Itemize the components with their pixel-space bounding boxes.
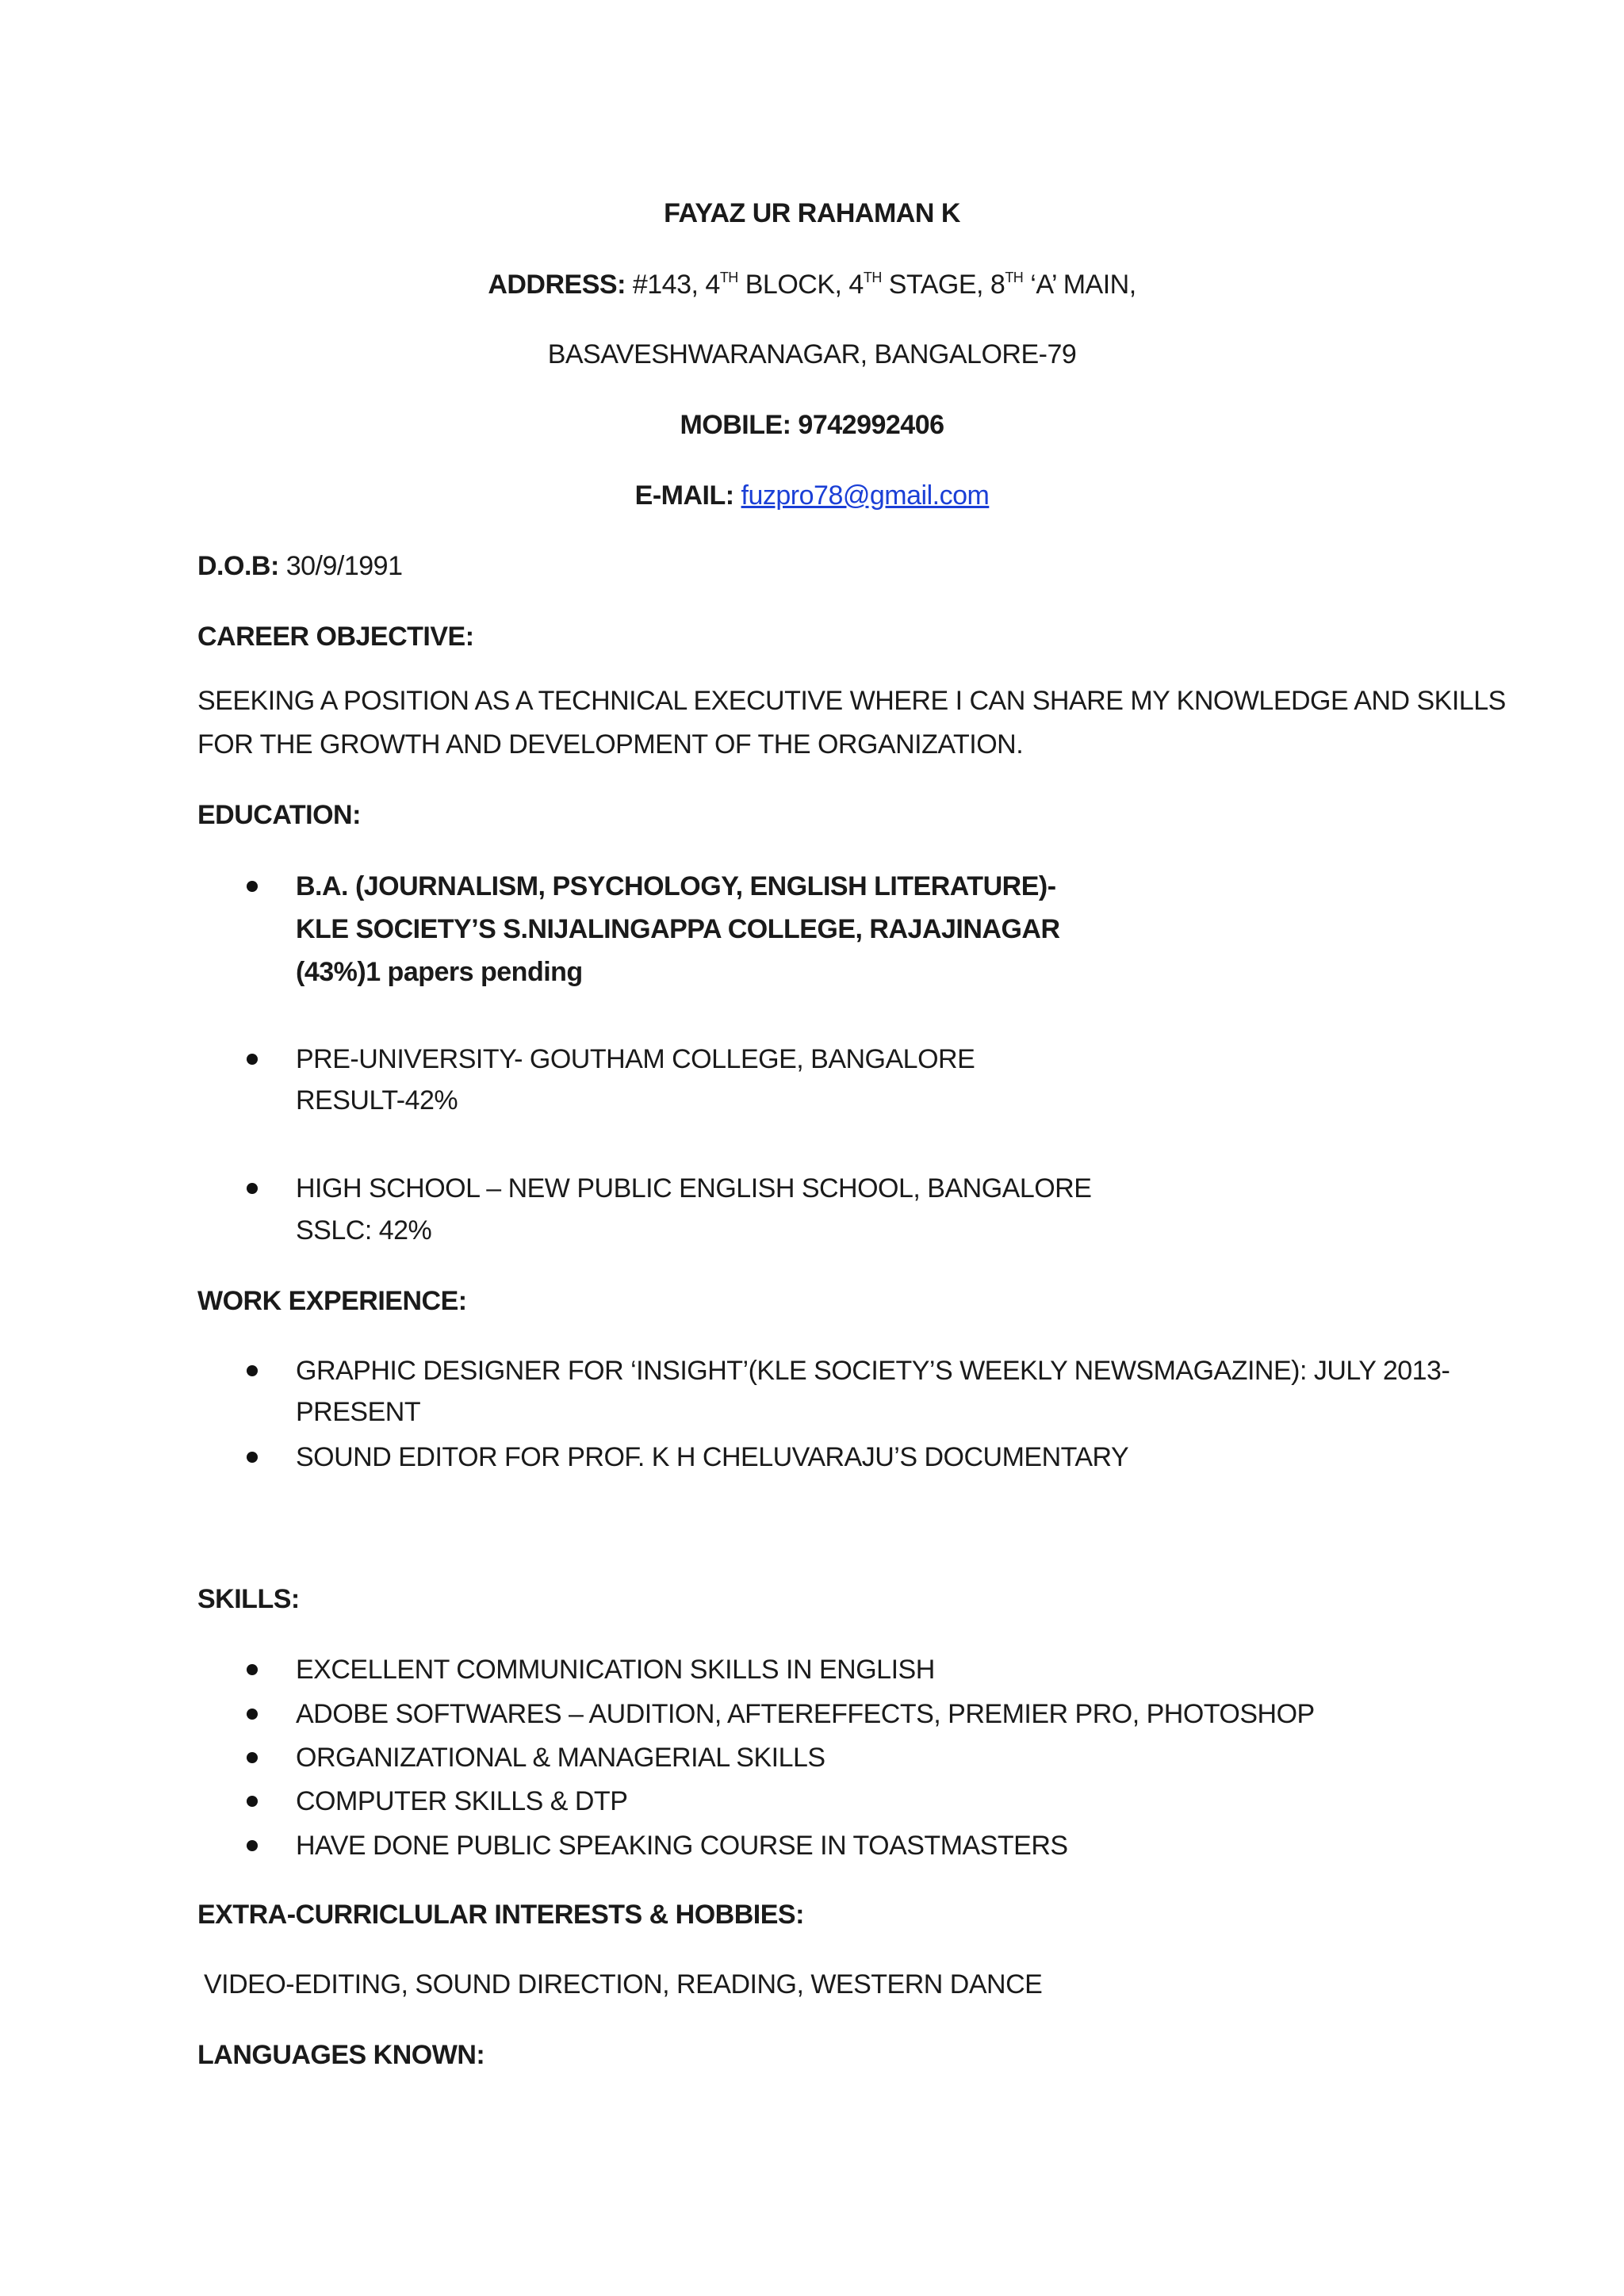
career-objective-line: SEEKING A POSITION AS A TECHNICAL EXECUTIVE WHERE I CAN SHARE MY KNOWLEDGE AND SKILLS [197, 686, 1506, 716]
ordinal-suffix: TH [719, 270, 738, 285]
mobile-line: MOBILE: 9742992406 [680, 410, 944, 440]
hobbies-heading: EXTRA-CURRICLULAR INTERESTS & HOBBIES: [197, 1900, 804, 1930]
bullet-icon [247, 1452, 258, 1463]
address-line-2: BASAVESHWARANAGAR, BANGALORE-79 [547, 339, 1077, 369]
bullet-icon [247, 1840, 258, 1851]
skill-item: HAVE DONE PUBLIC SPEAKING COURSE IN TOASTMASTERS [296, 1831, 1068, 1861]
dob-value: 30/9/1991 [285, 551, 403, 581]
hobbies-text: VIDEO-EDITING, SOUND DIRECTION, READING, WESTERN DANCE [204, 1969, 1043, 1999]
dob-label: D.O.B: [197, 551, 279, 581]
address-part: BLOCK, 4 [737, 270, 864, 300]
bullet-icon [247, 881, 258, 892]
address-label: ADDRESS: [488, 270, 626, 300]
education-item-line: PRE-UNIVERSITY- GOUTHAM COLLEGE, BANGALORE [296, 1044, 975, 1074]
skills-heading: SKILLS: [197, 1584, 300, 1614]
address-part: STAGE, 8 [881, 270, 1005, 300]
education-item-line: SSLC: 42% [296, 1215, 432, 1246]
career-objective-heading: CAREER OBJECTIVE: [197, 622, 474, 652]
skill-item: EXCELLENT COMMUNICATION SKILLS IN ENGLISH [296, 1655, 935, 1685]
bullet-icon [247, 1664, 258, 1675]
address-part: ‘A’ MAIN, [1023, 270, 1136, 300]
address-part: #143, 4 [632, 270, 720, 300]
education-item-line: (43%)1 papers pending [296, 957, 583, 987]
skill-item: COMPUTER SKILLS & DTP [296, 1786, 628, 1816]
dob-line [197, 549, 403, 584]
work-item-line: GRAPHIC DESIGNER FOR ‘INSIGHT’(KLE SOCIETY’S WEEKLY NEWSMAGAZINE): JULY 2013- [296, 1356, 1450, 1386]
address-line-1 [0, 267, 1624, 302]
bullet-icon [247, 1709, 258, 1720]
education-heading: EDUCATION: [197, 800, 361, 830]
work-experience-heading: WORK EXPERIENCE: [197, 1286, 467, 1316]
candidate-name: FAYAZ UR RAHAMAN K [664, 198, 960, 228]
education-item-line: HIGH SCHOOL – NEW PUBLIC ENGLISH SCHOOL, BANGALORE [296, 1173, 1092, 1203]
education-item-line: RESULT-42% [296, 1085, 458, 1115]
work-item-line: PRESENT [296, 1397, 421, 1427]
work-item-line: SOUND EDITOR FOR PROF. K H CHELUVARAJU’S DOCUMENTARY [296, 1442, 1129, 1472]
skill-item: ORGANIZATIONAL & MANAGERIAL SKILLS [296, 1743, 825, 1773]
career-objective-line: FOR THE GROWTH AND DEVELOPMENT OF THE ORGANIZATION. [197, 729, 1024, 760]
ordinal-suffix: TH [1005, 270, 1024, 285]
bullet-icon [247, 1796, 258, 1807]
languages-heading: LANGUAGES KNOWN: [197, 2040, 485, 2070]
education-item-line: KLE SOCIETY’S S.NIJALINGAPPA COLLEGE, RAJAJINAGAR [296, 914, 1060, 944]
education-item-line: B.A. (JOURNALISM, PSYCHOLOGY, ENGLISH LITERATURE)- [296, 871, 1056, 901]
bullet-icon [247, 1365, 258, 1376]
ordinal-suffix: TH [863, 270, 882, 285]
bullet-icon [247, 1054, 258, 1065]
bullet-icon [247, 1752, 258, 1763]
email-line [0, 478, 1624, 513]
email-label: E-MAIL: [634, 480, 734, 511]
bullet-icon [247, 1183, 258, 1194]
skill-item: ADOBE SOFTWARES – AUDITION, AFTEREFFECTS, PREMIER PRO, PHOTOSHOP [296, 1699, 1315, 1729]
email-link[interactable]: fuzpro78@gmail.com [741, 480, 990, 511]
